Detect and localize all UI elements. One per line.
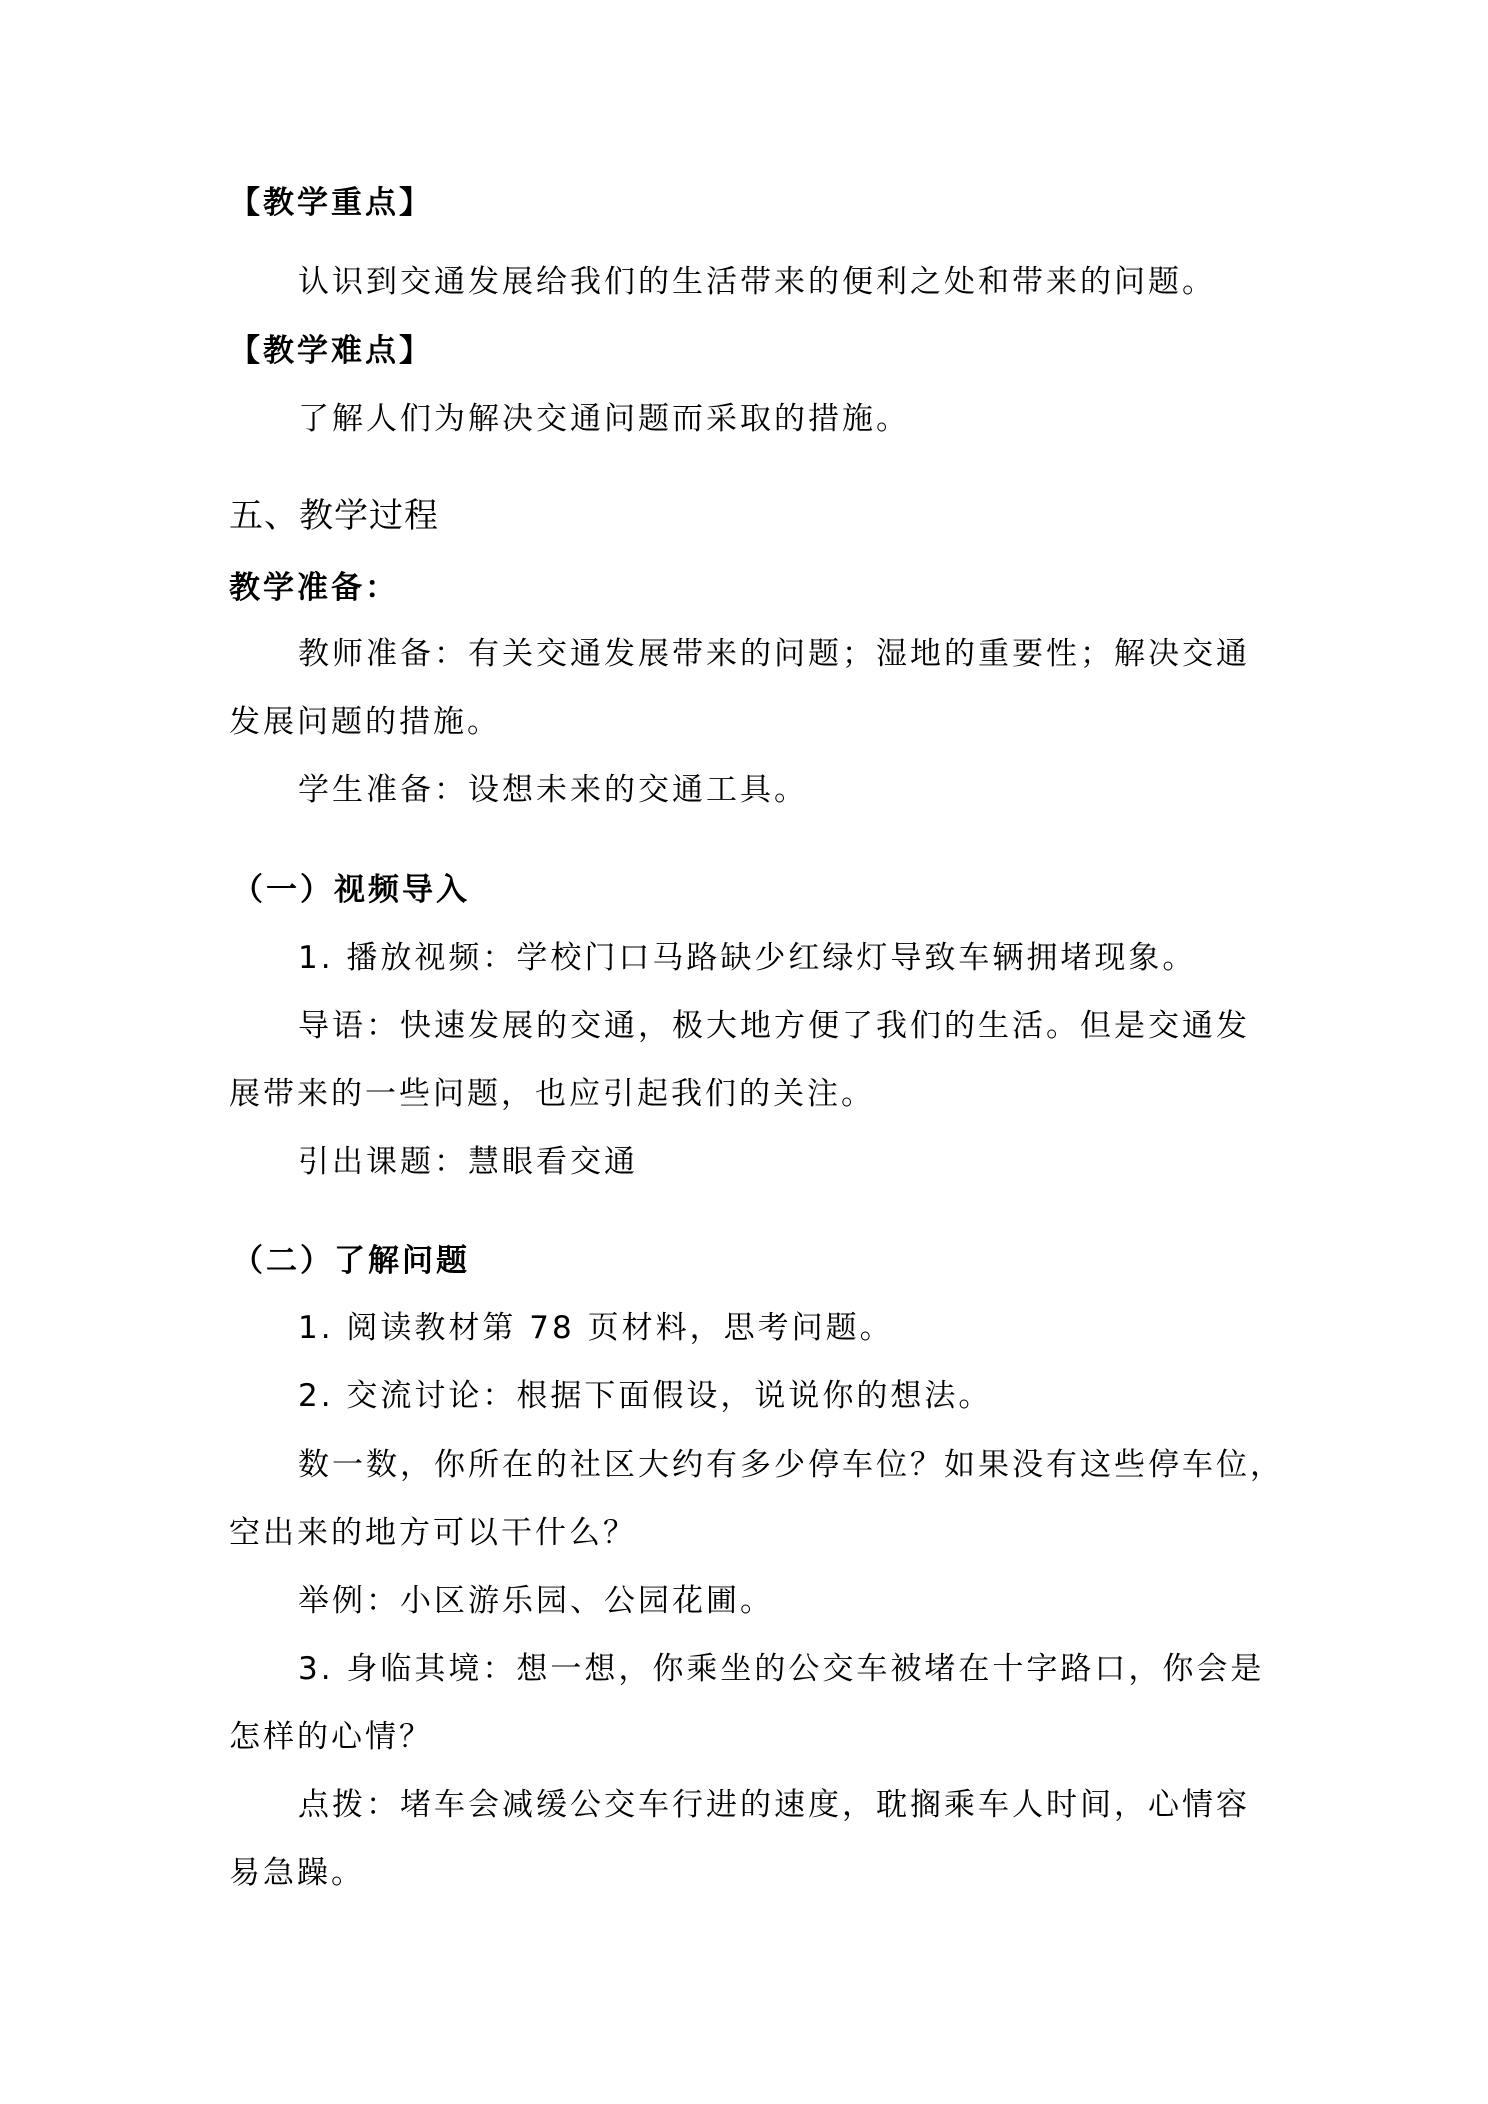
understand-item-3-line-1: 3. 身临其境：想一想，你乘坐的公交车被堵在十字路口，你会是 — [298, 1651, 1265, 1687]
section-video-intro-heading: （一）视频导入 — [232, 872, 470, 908]
section-understand-heading: （二）了解问题 — [232, 1243, 470, 1279]
tip-line-1: 点拨：堵车会减缓公交车行进的速度，耽搁乘车人时间，心情容 — [298, 1787, 1250, 1823]
understand-item-3-line-2: 怎样的心情？ — [229, 1719, 433, 1755]
teacher-prep-line-1: 教师准备：有关交通发展带来的问题；湿地的重要性；解决交通 — [298, 636, 1250, 672]
count-line-2: 空出来的地方可以干什么？ — [229, 1515, 637, 1551]
intro-line-1: 导语：快速发展的交通，极大地方便了我们的生活。但是交通发 — [298, 1008, 1250, 1044]
intro-line-2: 展带来的一些问题，也应引起我们的关注。 — [229, 1076, 875, 1112]
teacher-prep-line-2: 发展问题的措施。 — [229, 704, 501, 740]
lesson-topic: 引出课题：慧眼看交通 — [298, 1144, 638, 1180]
teaching-process-heading: 五、教学过程 — [229, 496, 439, 536]
teaching-focus-text: 认识到交通发展给我们的生活带来的便利之处和带来的问题。 — [298, 264, 1216, 300]
teaching-difficulty-text: 了解人们为解决交通问题而采取的措施。 — [298, 401, 910, 437]
tip-line-2: 易急躁。 — [229, 1855, 365, 1891]
teaching-difficulty-heading: 【教学难点】 — [229, 333, 433, 369]
understand-item-1: 1. 阅读教材第 78 页材料，思考问题。 — [298, 1310, 894, 1346]
teaching-prep-heading: 教学准备： — [229, 570, 399, 606]
count-line-1: 数一数，你所在的社区大约有多少停车位？如果没有这些停车位， — [298, 1447, 1284, 1483]
teaching-focus-heading: 【教学重点】 — [229, 185, 433, 221]
example-text: 举例：小区游乐园、公园花圃。 — [298, 1583, 774, 1619]
student-prep: 学生准备：设想未来的交通工具。 — [298, 772, 808, 808]
understand-item-2: 2. 交流讨论：根据下面假设，说说你的想法。 — [298, 1378, 993, 1414]
video-item-1: 1. 播放视频：学校门口马路缺少红绿灯导致车辆拥堵现象。 — [298, 940, 1197, 976]
